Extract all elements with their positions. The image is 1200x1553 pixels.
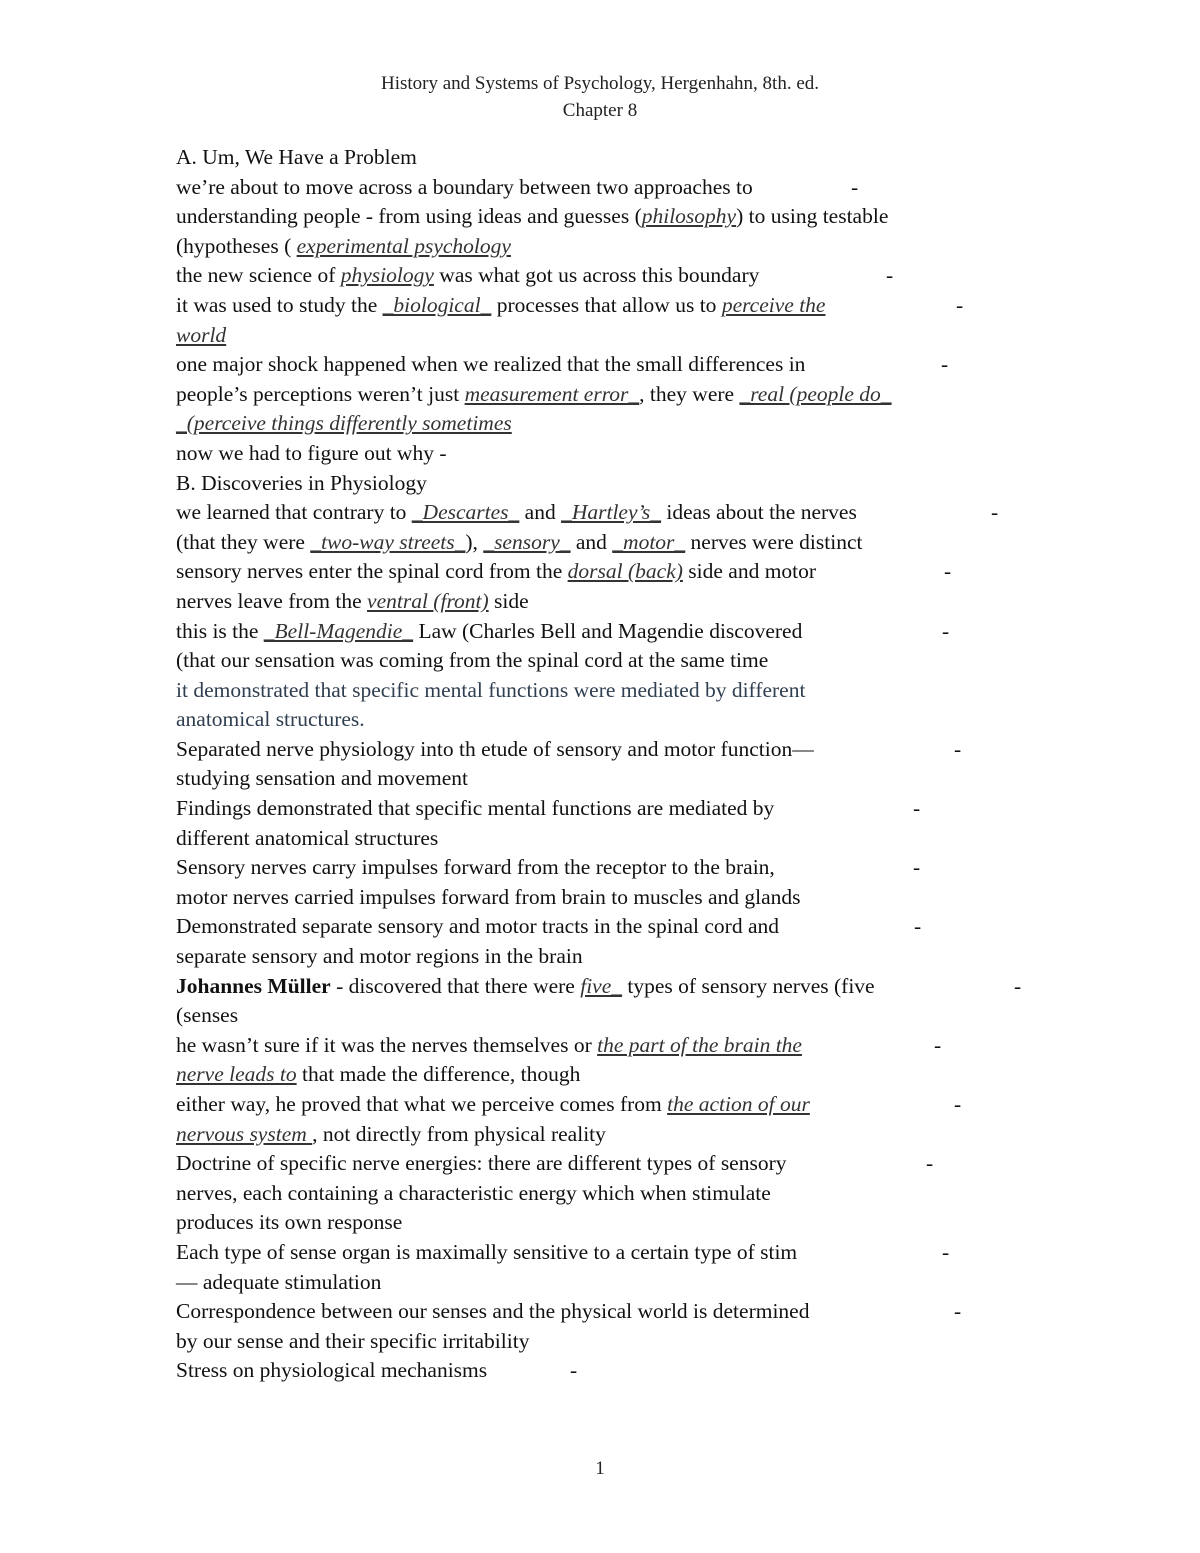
text-run: produces its own response xyxy=(176,1210,403,1235)
text-run: and xyxy=(570,529,613,554)
text-run: , they were xyxy=(639,381,740,406)
text-run: nerves leave from the xyxy=(176,588,368,613)
text-line xyxy=(176,883,1036,913)
text-line xyxy=(176,1120,1036,1150)
text-line xyxy=(176,972,1036,1002)
fill-in-answer: the part of the brain the xyxy=(597,1032,802,1057)
fill-in-answer: nervous system xyxy=(176,1121,313,1146)
text-line xyxy=(176,261,1036,291)
fill-in-answer: five_ xyxy=(580,973,623,998)
fill-in-answer: _real (people do_ xyxy=(739,381,892,406)
text-run: different anatomical structures xyxy=(176,825,439,850)
fill-in-answer: dorsal (back) xyxy=(567,559,683,584)
fill-in-answer: _biological_ xyxy=(382,292,492,317)
text-run: Doctrine of specific nerve energies: there are different types of sensory xyxy=(176,1151,787,1176)
text-run: A. Um, We Have a Problem xyxy=(176,145,417,169)
notes-body xyxy=(176,143,1036,1386)
text-run: separate sensory and motor regions in the brain xyxy=(176,944,583,969)
bullet-dash: - xyxy=(914,914,922,939)
text-run: one major shock happened when we realized that the small differences in xyxy=(176,352,806,377)
text-run: he wasn’t sure if it was the nerves themselves or xyxy=(176,1032,598,1057)
text-line xyxy=(176,232,1036,262)
text-line xyxy=(176,1238,1036,1268)
bullet-dash: - xyxy=(954,1299,962,1324)
bullet-dash: - xyxy=(956,292,964,317)
text-run: - discovered that there were xyxy=(330,973,581,998)
text-run: now we had to figure out why - xyxy=(176,440,447,465)
text-line xyxy=(176,173,1036,203)
fill-in-answer: philosophy xyxy=(641,204,737,229)
text-line xyxy=(176,824,1036,854)
text-run: studying sensation and movement xyxy=(176,766,469,791)
text-line xyxy=(176,1356,1036,1386)
text-run: nerves were distinct xyxy=(685,529,863,554)
text-run: Law (Charles Bell and Magendie discovered xyxy=(413,618,803,643)
document-title: History and Systems of Psychology, Hergenhahn, 8th. ed. xyxy=(380,73,819,94)
text-run: we’re about to move across a boundary between two approaches to xyxy=(176,174,753,199)
text-run: (that they were xyxy=(176,529,311,554)
text-line xyxy=(176,794,1036,824)
text-line xyxy=(176,528,1036,558)
bullet-dash: - xyxy=(941,352,949,377)
text-run: Sensory nerves carry impulses forward from the receptor to the brain, xyxy=(176,855,775,880)
fill-in-answer: _motor_ xyxy=(612,529,686,554)
text-line xyxy=(176,853,1036,883)
fill-in-answer: perceive the xyxy=(721,292,826,317)
fill-in-answer: _Bell-Magendie_ xyxy=(263,618,414,643)
text-line xyxy=(176,646,1036,676)
fill-in-answer: _Descartes_ xyxy=(411,500,520,525)
text-line xyxy=(176,350,1036,380)
text-run: ), xyxy=(465,529,484,554)
bullet-dash: - xyxy=(926,1151,934,1176)
bullet-dash: - xyxy=(944,559,952,584)
text-line xyxy=(176,291,1036,321)
fill-in-answer: physiology xyxy=(340,263,434,288)
text-run: Findings demonstrated that specific mental functions are mediated by xyxy=(176,796,775,821)
text-line xyxy=(176,143,1036,173)
text-run: processes that allow us to xyxy=(491,292,722,317)
text-run: motor nerves carried impulses forward from brain to muscles and glands xyxy=(176,884,801,909)
page-number: 1 xyxy=(595,1458,605,1479)
text-line xyxy=(176,1060,1036,1090)
text-line xyxy=(176,1090,1036,1120)
bullet-dash: - xyxy=(934,1032,942,1057)
text-line xyxy=(176,705,1036,735)
text-run: the new science of xyxy=(176,263,341,288)
text-line xyxy=(176,676,1036,706)
fill-in-answer: experimental psychology xyxy=(296,233,511,258)
text-run: that made the difference, though xyxy=(296,1062,581,1087)
text-run: Each type of sense organ is maximally sensitive to a certain type of stim xyxy=(176,1239,798,1264)
text-line xyxy=(176,321,1036,351)
text-line xyxy=(176,469,1036,499)
text-run: it was used to study the xyxy=(176,292,383,317)
text-line xyxy=(176,912,1036,942)
text-line xyxy=(176,202,1036,232)
text-run: ideas about the nerves xyxy=(661,500,857,525)
fill-in-answer: the action of our xyxy=(667,1092,810,1116)
bullet-dash: - xyxy=(954,736,962,761)
text-run: (hypotheses ( xyxy=(176,233,297,258)
text-run: understanding people - from using ideas and guesses ( xyxy=(176,204,642,229)
text-run: this is the xyxy=(176,618,264,643)
text-run: anatomical structures. xyxy=(176,707,365,732)
chapter-label: Chapter 8 xyxy=(562,100,638,121)
bold-name: Johannes Müller xyxy=(176,973,331,998)
text-run: Separated nerve physiology into th etude of sensory and motor function— xyxy=(176,736,814,761)
text-run: — adequate stimulation xyxy=(176,1269,382,1294)
fill-in-answer: nerve leads to xyxy=(176,1062,297,1087)
text-run: people’s perceptions weren’t just xyxy=(176,381,465,406)
text-run: types of sensory nerves (five xyxy=(622,973,875,998)
text-line xyxy=(176,587,1036,617)
fill-in-answer: measurement error_ xyxy=(464,381,640,406)
bullet-dash: - xyxy=(991,500,999,525)
bullet-dash: - xyxy=(1014,973,1022,998)
text-line xyxy=(176,1268,1036,1298)
fill-in-answer: _sensory_ xyxy=(483,529,571,554)
text-line xyxy=(176,1327,1036,1357)
fill-in-answer: _Hartley’s_ xyxy=(561,500,662,525)
text-run: (senses xyxy=(176,1003,239,1028)
text-line xyxy=(176,409,1036,439)
text-run: Correspondence between our senses and the physical world is determined xyxy=(176,1299,810,1324)
text-line xyxy=(176,439,1036,469)
bullet-dash: - xyxy=(942,1239,950,1264)
fill-in-answer: _two-way streets_ xyxy=(310,529,466,554)
text-run: B. Discoveries in Physiology xyxy=(176,470,427,495)
text-run: it demonstrated that specific mental functions were mediated by different xyxy=(176,677,806,702)
text-run: nerves, each containing a characteristic energy which when stimulate xyxy=(176,1180,771,1205)
bullet-dash: - xyxy=(851,174,859,199)
bullet-dash: - xyxy=(570,1358,578,1383)
text-run: Stress on physiological mechanisms xyxy=(176,1358,488,1383)
text-line xyxy=(176,942,1036,972)
text-line xyxy=(176,617,1036,647)
text-line xyxy=(176,735,1036,765)
text-line xyxy=(176,764,1036,794)
text-run: ) to using testable xyxy=(736,204,889,229)
text-line xyxy=(176,557,1036,587)
bullet-dash: - xyxy=(954,1092,962,1116)
text-run: and xyxy=(519,500,562,525)
fill-in-answer: world xyxy=(176,322,227,347)
text-run: sensory nerves enter the spinal cord from the xyxy=(176,559,568,584)
bullet-dash: - xyxy=(942,618,950,643)
text-line xyxy=(176,1001,1036,1031)
text-run: side and motor xyxy=(682,559,817,584)
fill-in-answer: ventral (front) xyxy=(367,588,489,613)
text-line xyxy=(176,1179,1036,1209)
text-run: we learned that contrary to xyxy=(176,500,412,525)
text-run: , not directly from physical reality xyxy=(312,1121,606,1146)
text-line xyxy=(176,1297,1036,1327)
bullet-dash: - xyxy=(886,263,894,288)
bullet-dash: - xyxy=(913,796,921,821)
text-run: Demonstrated separate sensory and motor tracts in the spinal cord and xyxy=(176,914,780,939)
text-line xyxy=(176,1149,1036,1179)
text-run: was what got us across this boundary xyxy=(433,263,760,288)
text-run: by our sense and their specific irritability xyxy=(176,1328,530,1353)
fill-in-answer: _(perceive things differently sometimes xyxy=(176,411,512,436)
text-line xyxy=(176,380,1036,410)
text-run: (that our sensation was coming from the spinal cord at the same time xyxy=(176,648,769,673)
text-line xyxy=(176,1208,1036,1238)
text-line xyxy=(176,1031,1036,1061)
bullet-dash: - xyxy=(913,855,921,880)
text-run: either way, he proved that what we perceive comes from xyxy=(176,1092,668,1116)
text-run: side xyxy=(488,588,529,613)
text-line xyxy=(176,498,1036,528)
